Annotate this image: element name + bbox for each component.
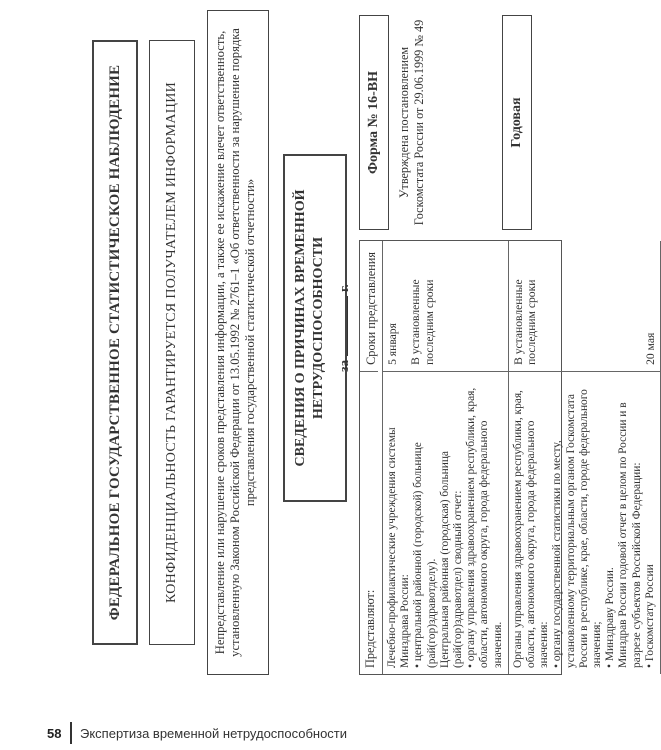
report-title: СВЕДЕНИЯ О ПРИЧИНАХ ВРЕМЕННОЙ НЕТРУДОСПОСОБНОСТИ xyxy=(293,189,326,467)
table-header-row xyxy=(360,241,383,674)
report-period xyxy=(336,156,352,500)
submission-table xyxy=(359,240,657,675)
who-line: Центральная районная (городская) больница (рай(гор)здравотдел) сводный отчет: xyxy=(438,451,465,668)
deadline-column xyxy=(383,241,508,371)
deadline-column xyxy=(509,241,660,371)
period-blank xyxy=(347,296,348,356)
deadline-value: 5 января xyxy=(386,323,399,365)
deadline-value: В установленные последним сроки xyxy=(409,279,436,365)
statistical-form xyxy=(57,10,657,700)
approval-note: Утверждена постановлением Госкомстата России от 29.06.1999 № 49 xyxy=(397,19,426,226)
table-row xyxy=(509,241,661,674)
form-number: Форма № 16-ВН xyxy=(359,15,389,230)
column-header-who: Представляют: xyxy=(360,371,378,674)
who-line: • Госкомстату России xyxy=(643,564,656,668)
liability-warning: Непредставление или нарушение сроков представления информации, а также ее искажение влечет ответственность, установленную Законом Российской Федерации от 13.05.1992 № 2761–1 «Об ответственности за нарушение порядка представления государственной статистической отчетности» xyxy=(207,10,269,675)
confidentiality-notice: КОНФИДЕНЦИАЛЬНОСТЬ ГАРАНТИРУЕТСЯ ПОЛУЧАТЕЛЕМ ИНФОРМАЦИИ xyxy=(149,40,195,645)
page-number: 58 xyxy=(47,726,62,741)
report-title-box xyxy=(283,154,351,502)
who-line: Минздрав России годовой отчет в целом по России и в разрезе субъектов Российской Федерации: xyxy=(617,402,643,668)
who-column xyxy=(509,371,660,674)
column-header-deadline: Сроки представления xyxy=(364,252,378,365)
table-row xyxy=(383,241,509,674)
who-line: • центральной районной (городской) больнице (рай(гор)здравотделу). xyxy=(412,442,438,668)
frequency-badge: Годовая xyxy=(502,15,532,230)
deadline-value: 20 мая xyxy=(643,332,657,365)
who-line: Органы управления здравоохранением республики, края, области, автономного округа, города федерального значения: xyxy=(511,390,551,668)
who-column xyxy=(383,371,508,674)
footer-separator xyxy=(70,722,72,744)
book-title: Экспертиза временной нетрудоспособности xyxy=(80,726,348,741)
page-footer xyxy=(47,720,587,750)
header-title: ФЕДЕРАЛЬНОЕ ГОСУДАРСТВЕННОЕ СТАТИСТИЧЕСКОЕ НАБЛЮДЕНИЕ xyxy=(92,40,138,645)
period-suffix: г. xyxy=(336,284,351,292)
period-prefix: за xyxy=(336,359,351,372)
rotated-form-container xyxy=(57,10,657,700)
who-line: • органу управления здравоохранением республики, края, области, автономного округа, города федерального значения. xyxy=(465,387,504,668)
deadline-value: В установленные последним сроки xyxy=(511,279,539,365)
who-line: • органу государственной статистики по месту, установленному территориальным органом Госкомстата России в республике, крае, области, городе федерального значения; xyxy=(551,389,604,668)
who-line: • Минздраву России. xyxy=(604,567,617,668)
who-line: Лечебно-профилактические учреждения системы Минздрава России: xyxy=(386,427,412,668)
